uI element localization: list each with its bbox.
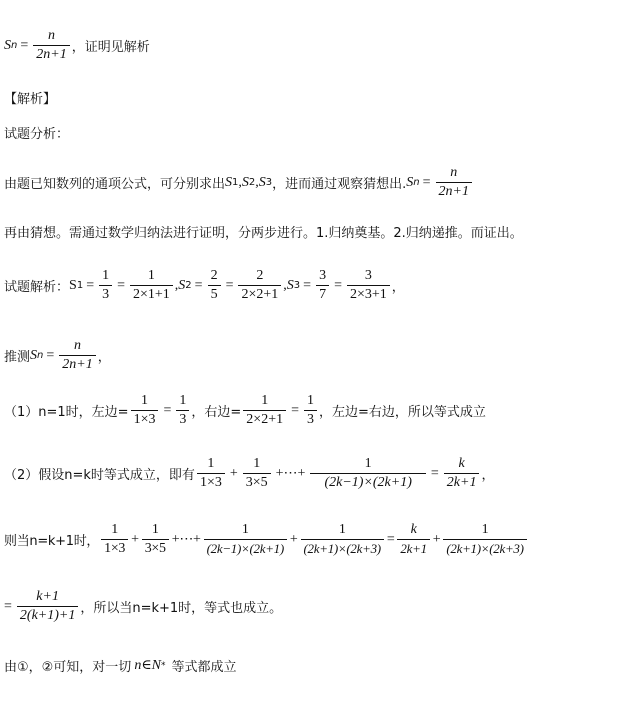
plus-sign: + <box>229 465 238 481</box>
fraction <box>17 589 78 624</box>
ellipsis-sum: +⋯+ <box>171 532 201 547</box>
fraction-denominator: 1×3 <box>131 410 159 428</box>
fraction-denominator: 5 <box>208 285 221 303</box>
step-1-tail: ，左边=右边，所以等式成立 <box>319 405 486 420</box>
s2-subscript: 2 <box>185 280 192 291</box>
equals-sign: = <box>117 277 125 293</box>
fraction <box>197 456 225 491</box>
fraction-numerator: 3 <box>364 268 372 283</box>
equals-sign: = <box>334 277 342 293</box>
fraction <box>347 268 390 303</box>
fraction <box>131 393 159 428</box>
equals-sign: = <box>20 37 29 53</box>
fraction-denominator: (2k−1)×(2k+1) <box>204 539 287 557</box>
fraction-numerator: 1 <box>253 456 261 471</box>
conclusion-after: 等式都成立 <box>171 660 237 675</box>
plus-sign: + <box>289 531 298 547</box>
fraction <box>176 393 189 428</box>
sn-symbol: S <box>30 347 38 363</box>
equals-sign: = <box>46 347 55 363</box>
equals-sign: = <box>163 402 172 418</box>
fraction-denominator: 3 <box>176 410 189 428</box>
step-4-line <box>4 589 282 624</box>
fraction-numerator: 1 <box>147 268 155 283</box>
fraction-denominator: 2×1+1 <box>130 285 173 303</box>
fraction-denominator: 2k+1 <box>397 539 429 557</box>
fraction-denominator: 2k+1 <box>444 473 480 491</box>
equals-sign: = <box>194 277 203 293</box>
solution-tail: ， <box>391 280 405 295</box>
guess-tail: ， <box>97 350 111 365</box>
equals-sign: = <box>225 277 234 293</box>
fraction-numerator: 2 <box>210 268 218 283</box>
fraction-n-over-2n1 <box>33 28 69 63</box>
fraction-denominator: (2k−1)×(2k+1) <box>310 473 425 491</box>
fraction-denominator: 2×3+1 <box>347 285 390 303</box>
fraction-numerator: 1 <box>151 522 159 537</box>
fraction-denominator: 7 <box>316 285 329 303</box>
fraction <box>130 268 173 303</box>
sn-symbol: S <box>4 37 11 53</box>
separator: , <box>283 277 287 293</box>
fraction-denominator: 1×3 <box>197 473 225 491</box>
fraction-numerator: n <box>73 338 81 353</box>
analysis-text-after: ，进而通过观察猜想出. <box>272 177 407 192</box>
fraction-numerator: k <box>458 456 465 471</box>
fraction-numerator: 1 <box>241 522 249 537</box>
equals-sign: = <box>86 277 95 293</box>
fraction-denominator: 3×5 <box>243 473 271 491</box>
fraction <box>204 522 287 557</box>
fraction <box>243 393 286 428</box>
fraction <box>142 522 169 557</box>
fraction-numerator: n <box>450 165 458 180</box>
separator: , <box>238 174 242 190</box>
fraction-numerator: 1 <box>261 393 269 408</box>
fraction <box>397 522 429 557</box>
equals-sign: = <box>291 402 299 418</box>
s2-symbol: S <box>178 277 186 293</box>
fraction-denominator: 1×3 <box>101 539 128 557</box>
fraction-denominator: 2n+1 <box>33 45 69 63</box>
conclusion-math: n∈N <box>134 658 162 673</box>
fraction-n-over-2n1 <box>436 165 472 200</box>
fraction-numerator: 1 <box>102 268 110 283</box>
fraction-denominator: 2n+1 <box>59 355 95 373</box>
fraction-numerator: 1 <box>364 456 372 471</box>
conclusion-before: 由①，②可知，对一切 <box>4 660 132 675</box>
fraction-denominator: 2×2+1 <box>243 410 286 428</box>
s1-subscript: 1 <box>76 280 84 291</box>
sn-subscript: n <box>37 350 44 361</box>
fraction <box>301 522 384 557</box>
equals-sign: = <box>386 531 395 547</box>
fraction-numerator: 3 <box>319 268 327 283</box>
fraction-denominator: (2k+1)×(2k+3) <box>443 539 526 557</box>
s3-subscript: 3 <box>265 177 273 188</box>
fraction-denominator: 3 <box>304 410 317 428</box>
fraction-n-over-2n1 <box>59 338 95 373</box>
fraction-denominator: 2(k+1)+1 <box>17 606 78 624</box>
fraction-numerator: 1 <box>111 522 118 537</box>
step-2-line <box>4 456 494 491</box>
equals-sign: = <box>4 598 12 614</box>
fraction-denominator: 2n+1 <box>436 182 472 200</box>
s3-subscript: 3 <box>293 280 301 291</box>
equals-sign: = <box>430 465 439 481</box>
fraction-numerator: 1 <box>141 393 149 408</box>
fraction-denominator: 2×2+1 <box>238 285 281 303</box>
s1-subscript: 1 <box>232 177 239 188</box>
solution-label: 试题解析： <box>4 280 70 295</box>
s3-symbol: S <box>258 174 266 190</box>
step-1-line <box>4 393 486 428</box>
sn-symbol: S <box>406 174 414 190</box>
analysis-line-2: 再由猜想。需通过数学归纳法进行证明，分两步进行。1.归纳奠基。2.归纳递推。而证出。 <box>4 226 523 241</box>
fraction-numerator: 1 <box>338 522 346 537</box>
step-1-mid: ，右边= <box>191 405 242 420</box>
fraction-numerator: 2 <box>256 268 264 283</box>
fraction-numerator: n <box>47 28 55 43</box>
guess-line <box>4 338 111 373</box>
fraction <box>99 268 112 303</box>
fraction <box>444 456 480 491</box>
equals-sign: = <box>422 174 431 190</box>
separator: , <box>255 174 259 190</box>
answer-line <box>4 28 150 63</box>
s2-subscript: 2 <box>248 177 256 188</box>
s1-symbol: S <box>69 277 77 293</box>
fraction-numerator: k+1 <box>36 589 59 604</box>
fraction-numerator: 1 <box>481 522 489 537</box>
s2-symbol: S <box>241 174 249 190</box>
fraction <box>101 522 128 557</box>
fraction-numerator: k <box>410 522 417 537</box>
step-4-tail: ，所以当n=k+1时，等式也成立。 <box>80 601 283 616</box>
plus-sign: + <box>131 531 139 547</box>
guess-label: 推测 <box>4 350 31 365</box>
solution-line <box>4 268 405 303</box>
fraction <box>304 393 317 428</box>
conclusion-line <box>4 656 237 675</box>
analysis-text-before: 由题已知数列的通项公式，可分别求出 <box>4 177 226 192</box>
fraction-numerator: 1 <box>207 456 215 471</box>
fraction <box>316 268 329 303</box>
fraction <box>208 268 221 303</box>
fraction-numerator: 1 <box>307 393 314 408</box>
analysis-line-1 <box>4 165 474 200</box>
fraction <box>443 522 526 557</box>
step-3-prefix: 则当n=k+1时， <box>4 534 100 549</box>
s3-symbol: S <box>286 277 294 293</box>
step-1-prefix: （1）n=1时，左边= <box>4 405 129 420</box>
analysis-label: 试题分析： <box>4 127 70 142</box>
fraction <box>310 456 425 491</box>
plus-sign: + <box>432 531 441 547</box>
answer-text: ，证明见解析 <box>71 40 150 55</box>
fraction-denominator: (2k+1)×(2k+3) <box>301 539 384 557</box>
s1-symbol: S <box>225 174 233 190</box>
fraction <box>243 456 271 491</box>
step-3-line <box>4 522 529 557</box>
ellipsis-sum: +⋯+ <box>275 466 306 481</box>
conclusion-superscript: * <box>161 660 166 671</box>
sn-subscript: n <box>11 40 18 51</box>
step-2-tail: ， <box>481 468 495 483</box>
section-header: 【解析】 <box>4 92 57 107</box>
separator: , <box>174 277 179 293</box>
fraction-numerator: 1 <box>179 393 187 408</box>
equals-sign: = <box>303 277 312 293</box>
fraction-denominator: 3 <box>99 285 112 303</box>
step-2-prefix: （2）假设n=k时等式成立，即有 <box>4 468 195 483</box>
sn-subscript: n <box>413 177 420 188</box>
fraction <box>238 268 281 303</box>
fraction-denominator: 3×5 <box>142 539 169 557</box>
